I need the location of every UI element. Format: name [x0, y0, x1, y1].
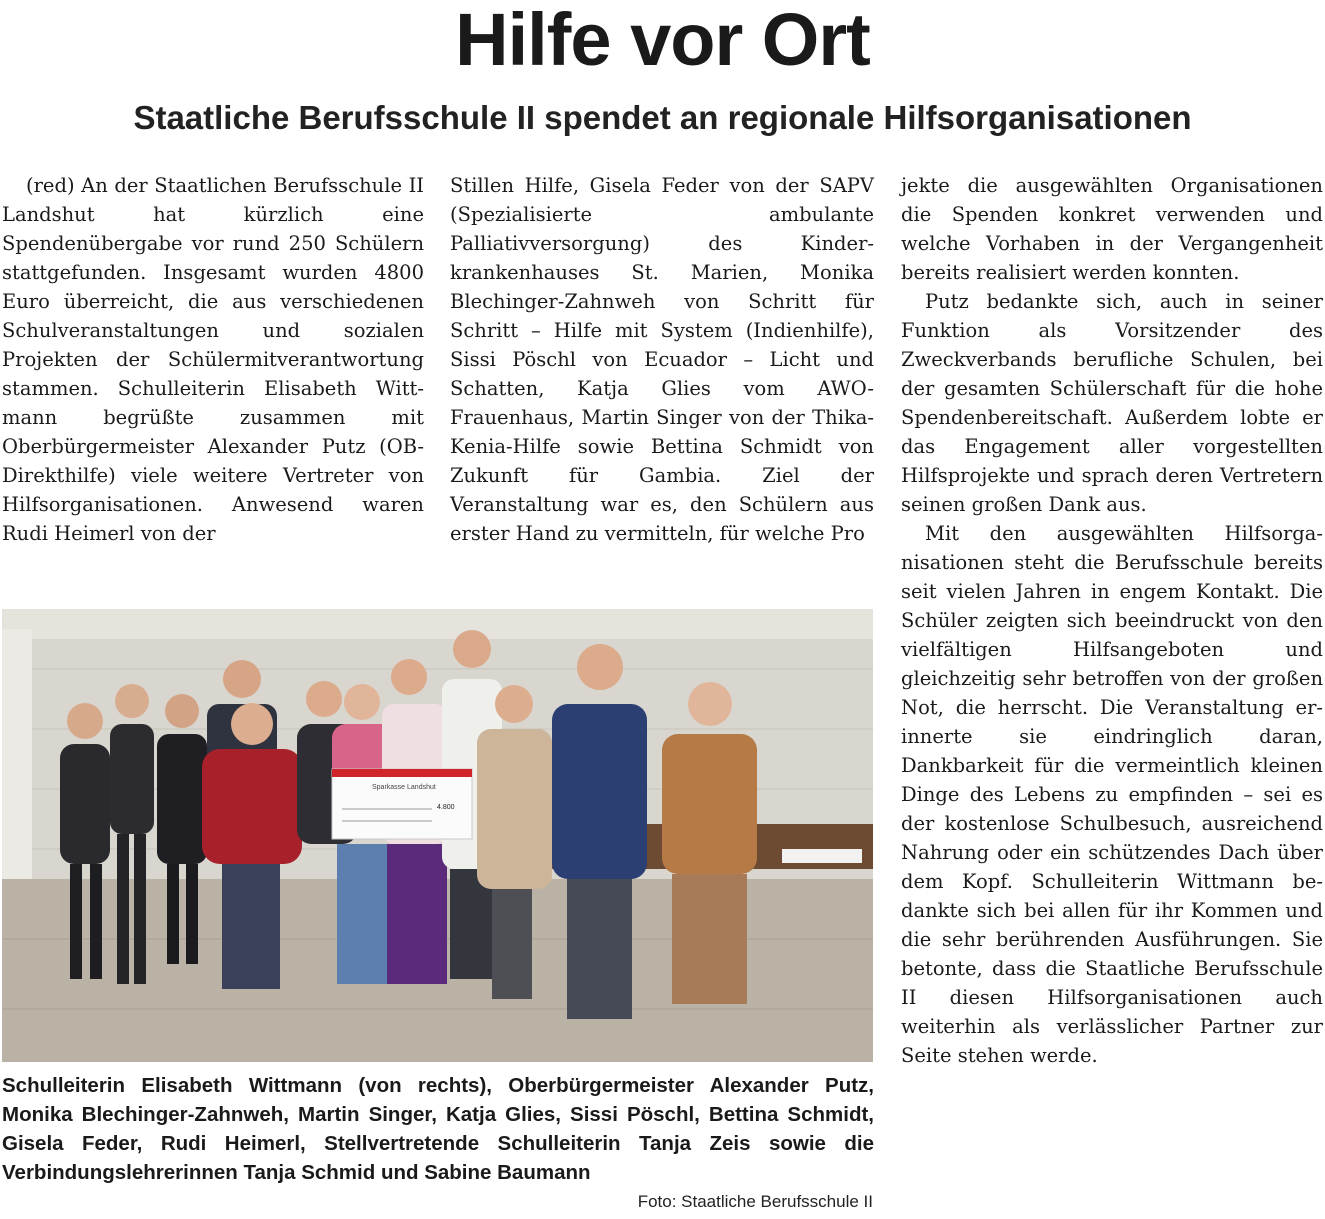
headline: Hilfe vor Ort	[455, 0, 870, 81]
article-column-2	[450, 171, 874, 548]
paragraph: jekte die ausgewählten Organisationen die Spenden konkret verwenden und welche Vorhaben in der Vergangenheit bereits realisiert werden konnten.	[901, 174, 1323, 284]
paragraph: Putz bedankte sich, auch in seiner Funktion als Vorsitzender des Zweckverbands berufliche Schulen, bei der gesamten Schülerschaft für die hohe Spendenbereitschaft. Außerdem lobte er das Engagement aller vorgestellten Hilfsprojekte und sprach deren Vertretern seinen großen Dank aus.	[901, 290, 1323, 516]
photo-credit: Foto: Staatliche Berufsschule II	[637, 1192, 873, 1211]
subheadline: Staatliche Berufsschule II spendet an regionale Hilfsorganisationen	[133, 99, 1192, 136]
photo-caption: Schulleiterin Elisabeth Wittmann (von rechts), Oberbürgermeister Alexander Putz, Monika Blechinger-Zahnweh, Martin Singer, Katja Glies, Sissi Pöschl, Bettina Schmidt, Gisela Feder, Rudi Heimerl, Stellvertretende Schulleiterin Tanja Zeis sowie die Verbindungslehrerinnen Tanja Schmid und Sabine Baumann	[2, 1074, 874, 1184]
paragraph: Stillen Hilfe, Gisela Feder von der SAPV (Spezialisierte ambulante Palliativversorgung) des Kinderkrankenhauses St. Marien, Monika Blechinger-Zahnweh von Schritt für Schritt – Hilfe mit System (Indienhilfe), Sissi Pöschl von Ecuador – Licht und Schatten, Katja Glies vom AWO-Frauenhaus, Martin Singer von der Thika-Kenia-Hilfe sowie Bettina Schmidt von Zukunft für Gambia. Ziel der Veranstaltung war es, den Schülern aus erster Hand zu vermitteln, für welche Pro	[450, 174, 874, 545]
article-column-1	[2, 171, 424, 548]
cheque-amount-text: 4.800	[437, 804, 455, 811]
paragraph: Mit den ausgewählten Hilfsorganisationen steht die Berufsschule bereits seit vielen Jahren in engem Kontakt. Die Schüler zeigten sich beeindruckt von den vielfältigen Hilfsangeboten und gleichzeitig sehr betroffen von der großen Not, die herrscht. Die Veranstaltung erinnerte sie eindringlich daran, Dankbarkeit für die vermeintlich kleinen Dinge des Lebens zu empfinden – sei es der kostenlose Schulbesuch, ausreichend Nahrung oder ein schützendes Dach über dem Kopf. Schulleiterin Wittmann bedankte sich bei allen für ihr Kommen und die sehr berührenden Ausführungen. Sie betonte, dass die Staatliche Berufsschule II diesen Hilfsorganisationen auch weiterhin als verlässlicher Partner zur Seite stehen werde.	[901, 522, 1323, 1067]
cheque-bank-text: Sparkasse Landshut	[372, 784, 436, 791]
paragraph: (red) An der Staatlichen Berufsschule II Landshut hat kürzlich eine Spendenübergabe vor rund 250 Schülern stattgefunden. Insgesamt wurden 4800 Euro überreicht, die aus verschiedenen Schulveranstaltungen und sozialen Projekten der Schülermitverantwortung stammen. Schulleiterin Elisabeth Wittmann begrüßte zusammen mit Oberbürgermeister Alexander Putz (OB-Direkthilfe) viele weitere Vertreter von Hilfsorganisationen. Anwesend waren Rudi Heimerl von der	[2, 174, 424, 545]
article-column-3	[901, 171, 1323, 1070]
group-photo	[2, 609, 873, 1062]
